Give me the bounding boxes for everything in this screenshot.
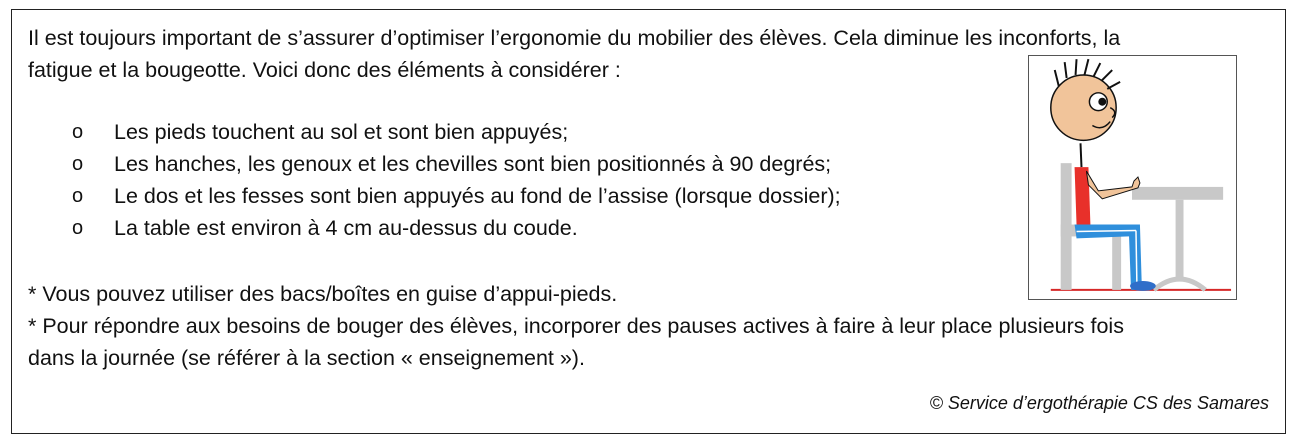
note-active-breaks-line-2: dans la journée (se référer à la section « enseignement »). <box>28 346 585 370</box>
bullet-circle-icon: o <box>72 185 84 207</box>
pants <box>1075 225 1142 290</box>
shoe <box>1130 281 1156 291</box>
note-footrest: * Vous pouvez utiliser des bacs/boîtes en guise d’appui-pieds. <box>28 282 618 306</box>
list-item-text: Les pieds touchent au sol et sont bien appuyés; <box>114 120 569 144</box>
notes-section <box>28 278 1124 374</box>
intro-line-1: Il est toujours important de s’assurer d’optimiser l’ergonomie du mobilier des élèves. Cela diminue les inconforts, la <box>28 26 1121 50</box>
neck <box>1081 143 1082 167</box>
list-item-text: Le dos et les fesses sont bien appuyés au fond de l’assise (lorsque dossier); <box>114 184 841 208</box>
list-item-text: Les hanches, les genoux et les chevilles sont bien positionnés à 90 degrés; <box>114 152 832 176</box>
bullet-circle-icon: o <box>72 153 84 175</box>
seated-student-icon <box>1029 56 1236 299</box>
note-active-breaks-line-1: * Pour répondre aux besoins de bouger des élèves, incorporer des pauses actives à faire à leur place plusieurs fois <box>28 314 1124 338</box>
head <box>1051 75 1116 140</box>
intro-line-2: fatigue et la bougeotte. Voici donc des éléments à considérer : <box>28 58 621 82</box>
bullet-circle-icon: o <box>72 217 84 239</box>
copyright-credit: © Service d’ergothérapie CS des Samares <box>929 393 1269 413</box>
bullet-circle-icon: o <box>72 121 84 143</box>
arm <box>1086 171 1139 199</box>
seated-student-illustration <box>1028 55 1237 300</box>
body-text <box>28 22 1124 370</box>
list-item-text: La table est environ à 4 cm au-dessus du coude. <box>114 216 578 240</box>
table-base <box>1154 279 1206 290</box>
info-box <box>11 9 1286 434</box>
table-leg <box>1176 200 1184 277</box>
chair-front-leg <box>1112 236 1121 289</box>
table-top <box>1132 187 1223 200</box>
